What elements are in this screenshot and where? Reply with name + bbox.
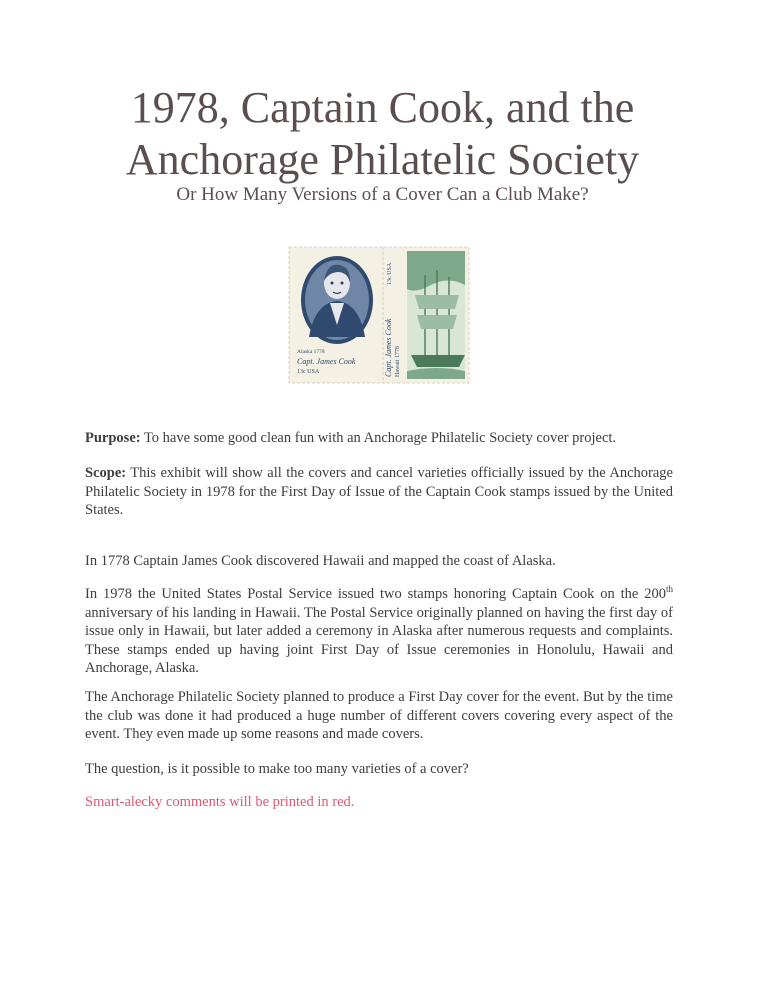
usps-paragraph [85,585,673,678]
title-line-2: Anchorage Philatelic Society [125,135,640,184]
society-paragraph: The Anchorage Philatelic Society planned to produce a First Day cover for the event. But by the time the club was done it had produced a huge number of different covers covering every aspect of the event. They even made up some reasons and made covers. [85,689,673,742]
title-line-1: 1978, Captain Cook, and the [130,83,635,132]
scope-label: Scope: [85,465,127,481]
purpose-label: Purpose: [85,430,141,446]
usps-text-1: In 1978 the United States Postal Service issued two stamps honoring Captain Cook on the 200 [85,586,666,602]
svg-text:Capt. James Cook: Capt. James Cook [384,318,393,377]
svg-text:13c USA: 13c USA [387,262,393,285]
stamp-pair-image [287,245,471,385]
ordinal-superscript: th [665,584,673,595]
svg-text:13c USA: 13c USA [297,369,320,375]
question-paragraph: The question, is it possible to make too many varieties of a cover? [85,761,469,777]
svg-text:Capt. James Cook: Capt. James Cook [297,357,356,366]
svg-text:Hawaii 1778: Hawaii 1778 [395,346,401,377]
purpose-text: To have some good clean fun with an Anchorage Philatelic Society cover project. [140,430,617,446]
scope-paragraph [85,464,673,520]
red-comment-note: Smart-alecky comments will be printed in red. [85,794,355,810]
usps-text-2: anniversary of his landing in Hawaii. The Postal Service originally planned on having the first day of issue only in Hawaii, but later added a ceremony in Alaska after numerous requests and complaints. These stamps ended up having joint First Day of Issue ceremonies in Honolulu, Hawaii and Anchorage, Alaska. [85,604,673,676]
svg-text:Alaska 1778: Alaska 1778 [297,349,325,355]
scope-text: This exhibit will show all the covers and cancel varieties officially issued by the Anchorage Philatelic Society in 1978 for the First Day of Issue of the Captain Cook stamps issued by the United States. [85,465,673,518]
page-subtitle: Or How Many Versions of a Cover Can a Club Make? [176,184,589,205]
history-paragraph: In 1778 Captain James Cook discovered Hawaii and mapped the coast of Alaska. [85,553,556,569]
purpose-paragraph [85,429,673,448]
page-title [0,82,765,186]
